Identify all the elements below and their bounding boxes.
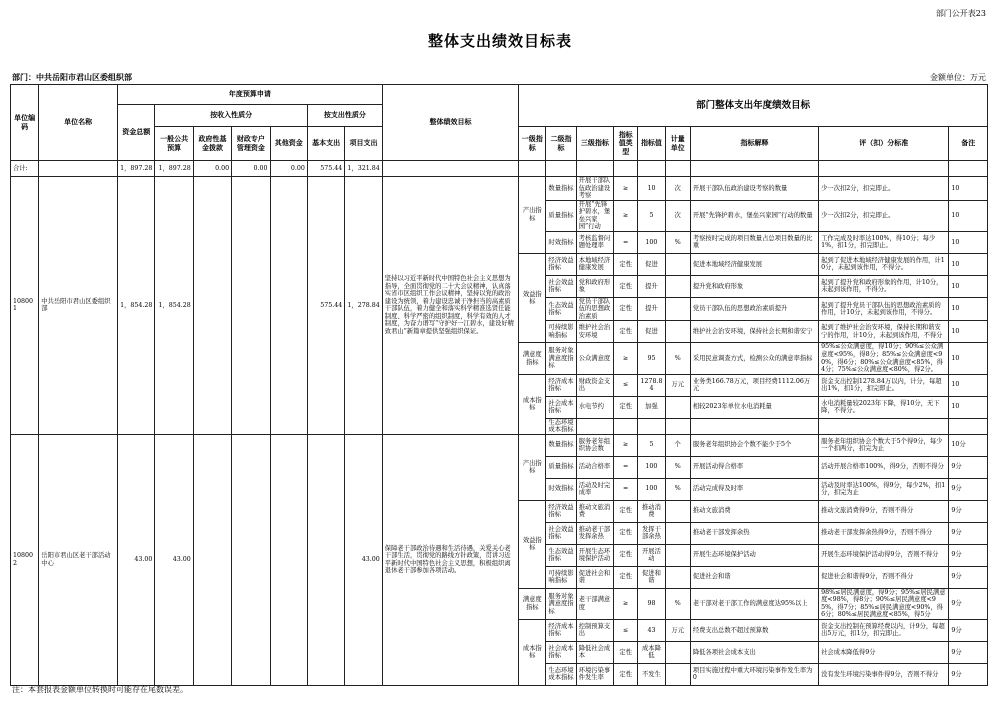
indicator-level1: 满意度指标 (519, 343, 546, 374)
indicator-value-type: 定性 (614, 566, 638, 588)
unit-name: 中共岳阳市君山区委组织部 (39, 177, 118, 435)
indicator-remark: 10 (949, 200, 988, 231)
indicator-value-type: 定性 (614, 275, 638, 297)
indicator-value-type: 定性 (614, 522, 638, 544)
indicator-level2: 社会效益指标 (546, 522, 576, 544)
header-other-funds: 其他资金 (270, 127, 307, 161)
indicator-level1: 效益指标 (519, 500, 546, 588)
indicator-remark: 9分 (949, 663, 988, 685)
indicator-explanation: 开展干部队伍政治建设考察的数量 (690, 177, 818, 201)
indicator-remark: 9分 (949, 588, 988, 619)
total-row (11, 161, 988, 177)
indicator-level3: 开展“先锋护碧水，堡垒兴家园”行动 (576, 200, 613, 231)
header-total-funds: 资金总额 (118, 105, 155, 161)
indicator-unit: % (665, 343, 690, 374)
indicator-scoring: 社会成本降低得9分 (819, 641, 949, 663)
total-gov-fund: 0.00 (193, 161, 231, 177)
indicator-scoring: 资金支出控制1278.84万以内，计分，每超出1%，扣1分，扣完即止。 (819, 374, 949, 396)
indicator-value-type: ≥ (614, 343, 638, 374)
indicator-level2: 生态效益指标 (546, 297, 576, 321)
indicator-value-type: 定性 (614, 297, 638, 321)
indicator-value-type (614, 418, 638, 434)
indicator-unit: 次 (665, 200, 690, 231)
unit-other (270, 177, 307, 435)
indicator-scoring: 资金支出控制在预算经费以内，计9分，每超出5万元，扣1分，扣完即止。 (819, 619, 949, 641)
total-funds: 1，897.28 (118, 161, 155, 177)
indicator-unit: % (665, 588, 690, 619)
indicator-level2: 社会成本指标 (546, 396, 576, 418)
indicator-value: 促进和谐 (638, 566, 665, 588)
header-explanation: 指标解释 (690, 127, 818, 161)
indicator-level3: 老干部满意度 (576, 588, 613, 619)
indicator-explanation (690, 418, 818, 434)
indicator-value: 95 (638, 343, 665, 374)
unit-gov-fund (193, 434, 231, 685)
indicator-scoring: 推动老干部发挥余热得9分，否则不得分 (819, 522, 949, 544)
indicator-level2: 经济成本指标 (546, 619, 576, 641)
indicator-value: 开展活动 (638, 544, 665, 566)
unit-name: 岳阳市君山区老干部活动中心 (39, 434, 118, 685)
performance-goal-table (10, 84, 988, 686)
total-project: 1，321.84 (345, 161, 382, 177)
indicator-level3: 财政资金支出 (576, 374, 613, 396)
indicator-remark: 10 (949, 253, 988, 275)
indicator-remark: 10分 (949, 434, 988, 456)
indicator-explanation: 党员干部队伍的思想政治素质提升 (690, 297, 818, 321)
indicator-level2: 社会成本指标 (546, 641, 576, 663)
indicator-remark: 10 (949, 374, 988, 396)
header-fiscal-special: 财政专户管理资金 (232, 127, 270, 161)
unit-total: 1，854.28 (118, 177, 155, 435)
indicator-unit (665, 321, 690, 343)
indicator-level3: 水电节约 (576, 396, 613, 418)
indicator-scoring (819, 418, 949, 434)
indicator-level3: 开展干部队伍政治建设考察 (576, 177, 613, 201)
indicator-value: 推动消费 (638, 500, 665, 522)
indicator-unit: 万元 (665, 619, 690, 641)
indicator-scoring: 水电消耗量较2023年下降，得10分，无下降，不得分。 (819, 396, 949, 418)
indicator-remark: 10 (949, 177, 988, 201)
indicator-remark: 9分 (949, 456, 988, 478)
indicator-explanation: 维护社会治安环境，保持社会长期和谐安宁 (690, 321, 818, 343)
indicator-scoring: 推动文旅消费得9分，否则不得分 (819, 500, 949, 522)
total-label: 合计: (11, 161, 39, 177)
header-annual-budget: 年度预算申请 (118, 85, 383, 105)
indicator-level2: 服务对象满意度指标 (546, 343, 576, 374)
indicator-unit (665, 641, 690, 663)
indicator-value-type: 定性 (614, 500, 638, 522)
indicator-unit: % (665, 231, 690, 253)
indicator-level3: 服务老年组织协会数 (576, 434, 613, 456)
indicator-value: 100 (638, 456, 665, 478)
unit-goal: 坚持以习近平新时代中国特色社会主义思想为指导，全面贯彻党的二十大会议精神，认真落实省市区组织工作会议精神，坚持以党的政治建设为统领，着力建设忠诚干净担当的高素质干部队伍，着力健全和落实科学精准选贤任能制度、科学严密的组织制度，科学有效的人才制度，为奋力谱写“守护好一江碧水，建设好精致君山”新篇章提供坚强组织保证。 (382, 177, 518, 435)
header-overall-goal: 整体绩效目标 (382, 85, 518, 161)
indicator-value-type: = (614, 231, 638, 253)
header-level3: 三级指标 (576, 127, 613, 161)
indicator-remark: 10 (949, 396, 988, 418)
indicator-level3: 活动合格率 (576, 456, 613, 478)
header-remark: 备注 (949, 127, 988, 161)
indicator-unit (665, 297, 690, 321)
indicator-level2: 数量指标 (546, 177, 576, 201)
indicator-value-type: ≥ (614, 177, 638, 201)
header-value-type: 指标值类型 (614, 127, 638, 161)
indicator-remark: 9分 (949, 522, 988, 544)
indicator-value: 5 (638, 434, 665, 456)
indicator-value: 促进 (638, 321, 665, 343)
indicator-unit (665, 522, 690, 544)
header-measure-unit: 计量单位 (665, 127, 690, 161)
indicator-remark: 9分 (949, 500, 988, 522)
indicator-unit (665, 566, 690, 588)
indicator-value-type: ≥ (614, 434, 638, 456)
indicator-level2: 时效指标 (546, 478, 576, 500)
unit-project: 1，278.84 (345, 177, 382, 435)
header-by-nature: 按支出性质分 (307, 105, 382, 127)
unit-gov-fund (193, 177, 231, 435)
indicator-explanation: 活动完成得及时率 (690, 478, 818, 500)
indicator-level3: 开展生态环境保护活动 (576, 544, 613, 566)
indicator-explanation: 降低各项社会成本支出 (690, 641, 818, 663)
indicator-explanation: 经费支出总数不超过预算数 (690, 619, 818, 641)
indicator-value-type: ≥ (614, 200, 638, 231)
header-dept-goal: 部门整体支出年度绩效目标 (519, 85, 988, 127)
indicator-scoring: 少一次扣2分，扣完即止。 (819, 200, 949, 231)
header-scoring: 评（扣）分标准 (819, 127, 949, 161)
indicator-scoring: 95%≤公众满意度，得10分；90%≤公众满意度<95%，得8分；85%≤公众满意度<90%，得6分；80%≤公众满意度<85%，得4分；75%≤公众满意度<80%，得2分。 (819, 343, 949, 374)
indicator-scoring: 起到了提升党员干部队伍的思想政治素质的作用，计10分，未起到该作用，不得分。 (819, 297, 949, 321)
indicator-explanation: 促进社会和谐 (690, 566, 818, 588)
indicator-unit (665, 253, 690, 275)
indicator-level3: 维护社会治安环境 (576, 321, 613, 343)
unit-general: 43.00 (155, 434, 193, 685)
indicator-explanation: 开展活动得合格率 (690, 456, 818, 478)
indicator-unit (665, 544, 690, 566)
indicator-unit: % (665, 456, 690, 478)
indicator-value-type: 定性 (614, 544, 638, 566)
header-basic-exp: 基本支出 (307, 127, 344, 161)
indicator-value-type: 定性 (614, 321, 638, 343)
indicator-remark: 9分 (949, 544, 988, 566)
indicator-value: 提升 (638, 275, 665, 297)
indicator-level3: 党员干部队伍的思想政治素质 (576, 297, 613, 321)
indicator-explanation: 开展“先锋护碧水，堡垒兴家园”行动的数量 (690, 200, 818, 231)
indicator-level3: 控制预算支出 (576, 619, 613, 641)
indicator-remark: 10 (949, 231, 988, 253)
unit-other (270, 434, 307, 685)
indicator-level1: 满意度指标 (519, 588, 546, 619)
indicator-level1: 产出指标 (519, 177, 546, 254)
indicator-value-type: 定性 (614, 663, 638, 685)
indicator-level3: 促进社会和谐 (576, 566, 613, 588)
indicator-unit (665, 418, 690, 434)
header-gov-fund: 政府性基金拨款 (193, 127, 231, 161)
indicator-scoring: 开展生态环境保护活动得9分，否则不得分 (819, 544, 949, 566)
indicator-level1: 成本指标 (519, 619, 546, 685)
indicator-scoring: 促进社会和谐得9分，否则不得分 (819, 566, 949, 588)
header-level1: 一级指标 (519, 127, 546, 161)
indicator-unit: 次 (665, 177, 690, 201)
indicator-value: 成本降低 (638, 641, 665, 663)
indicator-scoring: 没有发生环境污染事件得9分，否则不得分 (819, 663, 949, 685)
indicator-value: 加强 (638, 396, 665, 418)
indicator-scoring: 起到了提升党和政府形象的作用，计10分，未起到该作用，不得分。 (819, 275, 949, 297)
indicator-level2: 经济效益指标 (546, 253, 576, 275)
page-number-label: 部门公开表23 (935, 9, 986, 18)
indicator-explanation: 采用民意调查方式，检测公众的满意率指标 (690, 343, 818, 374)
indicator-remark: 10 (949, 297, 988, 321)
header-by-source: 按收入性质分 (155, 105, 308, 127)
indicator-level3: 公众满意度 (576, 343, 613, 374)
total-fiscal-special: 0.00 (232, 161, 270, 177)
indicator-value: 发挥干部余热 (638, 522, 665, 544)
indicator-scoring: 98%≤居民满意度，得9分；95%≤居民满意度<98%，得8分；90%≤居民满意度<95%，得7分；85%≤居民满意度<90%，得6分；80%≤居民满意度<85%，得5分 (819, 588, 949, 619)
indicator-value: 1278.84 (638, 374, 665, 396)
indicator-level2: 可持续影响指标 (546, 321, 576, 343)
indicator-level2: 生态环境成本指标 (546, 663, 576, 685)
indicator-value: 5 (638, 200, 665, 231)
unit-goal: 保障老干部政治待遇和生活待遇，关爱关心老干部生活，贯彻党的路线方针政策，贯讲习近平新时代中国特色社会主义思想，积极组织离退休老干部参加各项活动。 (382, 434, 518, 685)
indicator-value-type: ≥ (614, 588, 638, 619)
indicator-level1: 成本指标 (519, 374, 546, 434)
indicator-value: 100 (638, 231, 665, 253)
indicator-scoring: 活动及时率达100%，得9分，每少2%，扣1分，扣完为止 (819, 478, 949, 500)
indicator-unit: % (665, 478, 690, 500)
indicator-explanation: 老干部对老干部工作的满意度达95%以上 (690, 588, 818, 619)
indicator-explanation: 推动老干部发挥余热 (690, 522, 818, 544)
indicator-scoring: 起到了维护社会治安环境，保持长期和谐安宁的作用，计10分，未起到该作用，不得分 (819, 321, 949, 343)
indicator-level3: 党和政府形象 (576, 275, 613, 297)
indicator-unit (665, 500, 690, 522)
unit-total: 43.00 (118, 434, 155, 685)
total-other: 0.00 (270, 161, 307, 177)
indicator-value-type: = (614, 456, 638, 478)
indicator-explanation: 提升党和政府形象 (690, 275, 818, 297)
unit-general: 1，854.28 (155, 177, 193, 435)
indicator-level2: 生态效益指标 (546, 544, 576, 566)
footnote: 注：本套报表金额单位转换时可能存在尾数误差。 (12, 685, 188, 694)
indicator-value: 43 (638, 619, 665, 641)
indicator-level1: 产出指标 (519, 434, 546, 500)
indicator-level3: 推动文旅消费 (576, 500, 613, 522)
indicator-remark: 9分 (949, 619, 988, 641)
indicator-value-type: ≤ (614, 619, 638, 641)
indicator-row (11, 434, 988, 456)
indicator-value-type: 定性 (614, 253, 638, 275)
total-general: 1，897.28 (155, 161, 193, 177)
indicator-level3 (576, 418, 613, 434)
indicator-explanation: 相较2023年单位水电消耗量 (690, 396, 818, 418)
indicator-level2: 质量指标 (546, 456, 576, 478)
indicator-scoring: 服务老年组织协会个数大于5个得9分，每少一个扣两分，扣完为止 (819, 434, 949, 456)
indicator-level2: 时效指标 (546, 231, 576, 253)
indicator-value: 100 (638, 478, 665, 500)
indicator-explanation: 推动文旅消费 (690, 500, 818, 522)
indicator-value: 98 (638, 588, 665, 619)
indicator-level2: 可持续影响指标 (546, 566, 576, 588)
indicator-scoring: 少一次扣2分，扣完即止。 (819, 177, 949, 201)
header-general-budget: 一般公共预算 (155, 127, 193, 161)
header-unit-name: 单位名称 (39, 85, 118, 161)
header-level2: 二级指标 (546, 127, 576, 161)
indicator-unit (665, 663, 690, 685)
unit-code: 108001 (11, 177, 39, 435)
indicator-level3: 活动及时完成率 (576, 478, 613, 500)
unit-basic: 575.44 (307, 177, 344, 435)
indicator-level2: 生态环境成本指标 (546, 418, 576, 434)
indicator-value: 不发生 (638, 663, 665, 685)
indicator-value: 促进 (638, 253, 665, 275)
indicator-level2: 社会效益指标 (546, 275, 576, 297)
indicator-level2: 服务对象满意度指标 (546, 588, 576, 619)
indicator-remark: 10 (949, 321, 988, 343)
department-label: 部门：中共岳阳市君山区委组织部 (12, 72, 132, 82)
indicator-level2: 经济成本指标 (546, 374, 576, 396)
total-basic: 575.44 (307, 161, 344, 177)
indicator-level2: 质量指标 (546, 200, 576, 231)
unit-code: 108002 (11, 434, 39, 685)
unit-project: 43.00 (345, 434, 382, 685)
indicator-explanation: 开展生态环境保护活动 (690, 544, 818, 566)
indicator-remark: 10 (949, 275, 988, 297)
indicator-level2: 数量指标 (546, 434, 576, 456)
indicator-unit (665, 396, 690, 418)
indicator-remark: 9分 (949, 478, 988, 500)
indicator-value: 10 (638, 177, 665, 201)
indicator-level3: 推动老干部发挥余热 (576, 522, 613, 544)
indicator-scoring: 起到了促进本地域经济健康发展的作用，计10分，未起到该作用，不得分。 (819, 253, 949, 275)
indicator-level3: 环境污染事件发生率 (576, 663, 613, 685)
indicator-scoring: 活动开展合格率100%，得9分，否则不得分 (819, 456, 949, 478)
indicator-remark: 10 (949, 343, 988, 374)
indicator-value-type: ≤ (614, 374, 638, 396)
indicator-remark: 9分 (949, 566, 988, 588)
indicator-unit: 万元 (665, 374, 690, 396)
indicator-unit (665, 275, 690, 297)
header-value: 指标值 (638, 127, 665, 161)
indicator-remark: 9分 (949, 641, 988, 663)
header-project-exp: 项目支出 (345, 127, 382, 161)
indicator-value: 提升 (638, 297, 665, 321)
indicator-explanation: 考察按时完成的项目数量占总项目数量的比重 (690, 231, 818, 253)
unit-fiscal-special (232, 434, 270, 685)
currency-unit-label: 金额单位：万元 (930, 73, 986, 82)
indicator-explanation: 促进本地域经济健康发展 (690, 253, 818, 275)
indicator-value (638, 418, 665, 434)
header-unit-code: 单位编码 (11, 85, 39, 161)
indicator-value-type: 定性 (614, 396, 638, 418)
indicator-value-type: = (614, 478, 638, 500)
indicator-unit: 个 (665, 434, 690, 456)
indicator-level1: 效益指标 (519, 253, 546, 343)
unit-fiscal-special (232, 177, 270, 435)
indicator-level3: 降低社会成本 (576, 641, 613, 663)
indicator-explanation: 业务类166.78万元，项目经费1112.06万元 (690, 374, 818, 396)
indicator-explanation: 项目实施过程中重大环境污染事件发生率为0 (690, 663, 818, 685)
indicator-level3: 考核监督问题处理率 (576, 231, 613, 253)
indicator-level2: 经济效益指标 (546, 500, 576, 522)
indicator-remark (949, 418, 988, 434)
page-title: 整体支出绩效目标表 (427, 32, 572, 50)
indicator-value-type: 定性 (614, 641, 638, 663)
indicator-scoring: 工作完成及时率达100%，得10分；每少1%，扣1分，扣完即止。 (819, 231, 949, 253)
indicator-row (11, 177, 988, 201)
indicator-level3: 本地域经济健康发展 (576, 253, 613, 275)
unit-basic (307, 434, 344, 685)
indicator-explanation: 服务老年组织协会个数不能少于5个 (690, 434, 818, 456)
